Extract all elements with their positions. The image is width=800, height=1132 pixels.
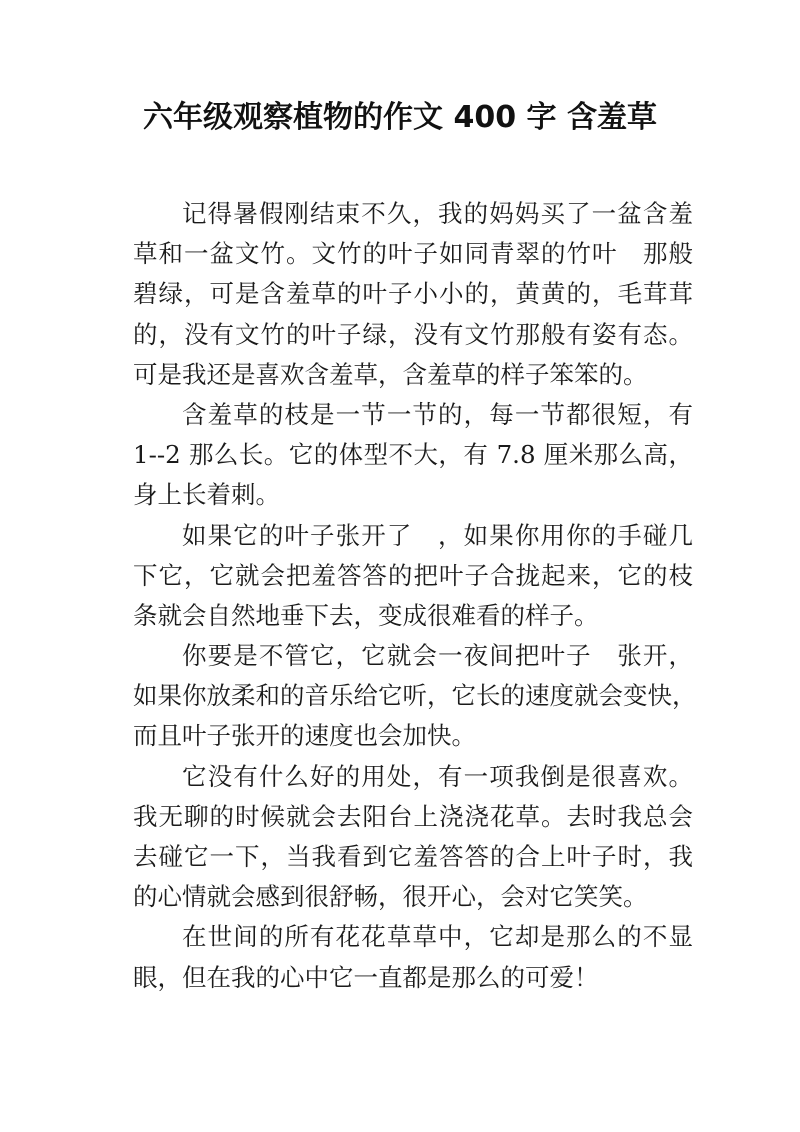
text-line: 的，没有文竹的叶子绿，没有文竹那般有姿有态。 — [133, 319, 693, 349]
paragraph-3 — [133, 516, 693, 637]
text-line: 记得暑假刚结束不久，我的妈妈买了一盆含羞 — [182, 199, 693, 228]
paragraph-2 — [133, 395, 693, 516]
text-line: 含羞草的枝是一节一节的，每一节都很短，有 — [182, 399, 693, 429]
text-line: 而且叶子张开的速度也会加快。 — [133, 721, 476, 751]
text-line: 1--2 那么长。它的体型不大，有 7.8 厘米那么高， — [133, 440, 693, 470]
text-line: 如果它的叶子张开了 ，如果你用你的手碰几 — [182, 520, 693, 550]
text-line: 去碰它一下，当我看到它羞答答的合上叶子时，我 — [133, 842, 693, 871]
text-line: 你要是不管它，它就会一夜间把叶子 张开， — [182, 641, 693, 671]
text-line: 条就会自然地垂下去，变成很难看的样子。 — [133, 600, 599, 630]
text-line: 我无聊的时候就会去阳台上浇浇花草。去时我总会 — [133, 801, 693, 831]
text-line: 如果你放柔和的音乐给它听，它长的速度就会变快， — [133, 681, 697, 711]
text-line: 眼，但在我的心中它一直都是那么的可爱！ — [133, 962, 599, 992]
text-line: 可是我还是喜欢含羞草，含羞草的样子笨笨的。 — [133, 359, 648, 389]
text-line: 在世间的所有花花草草中，它却是那么的不显 — [182, 922, 693, 952]
paragraph-6 — [133, 917, 693, 997]
paragraph-4 — [133, 636, 697, 757]
paragraph-1 — [133, 194, 693, 395]
paragraph-5 — [133, 757, 693, 918]
document-title: 六年级观察植物的作文 400 字 含羞草 — [143, 100, 657, 135]
text-line: 草和一盆文竹。文竹的叶子如同青翠的竹叶 那般 — [133, 239, 693, 269]
document-body — [133, 194, 697, 998]
text-line: 的心情就会感到很舒畅，很开心，会对它笑笑。 — [133, 882, 648, 912]
text-line: 它没有什么好的用处，有一项我倒是很喜欢。 — [182, 761, 693, 791]
text-line: 下它，它就会把羞答答的把叶子合拢起来，它的枝 — [133, 560, 693, 590]
text-line: 身上长着刺。 — [133, 480, 280, 510]
text-line: 碧绿，可是含羞草的叶子小小的，黄黄的，毛茸茸 — [133, 279, 693, 309]
